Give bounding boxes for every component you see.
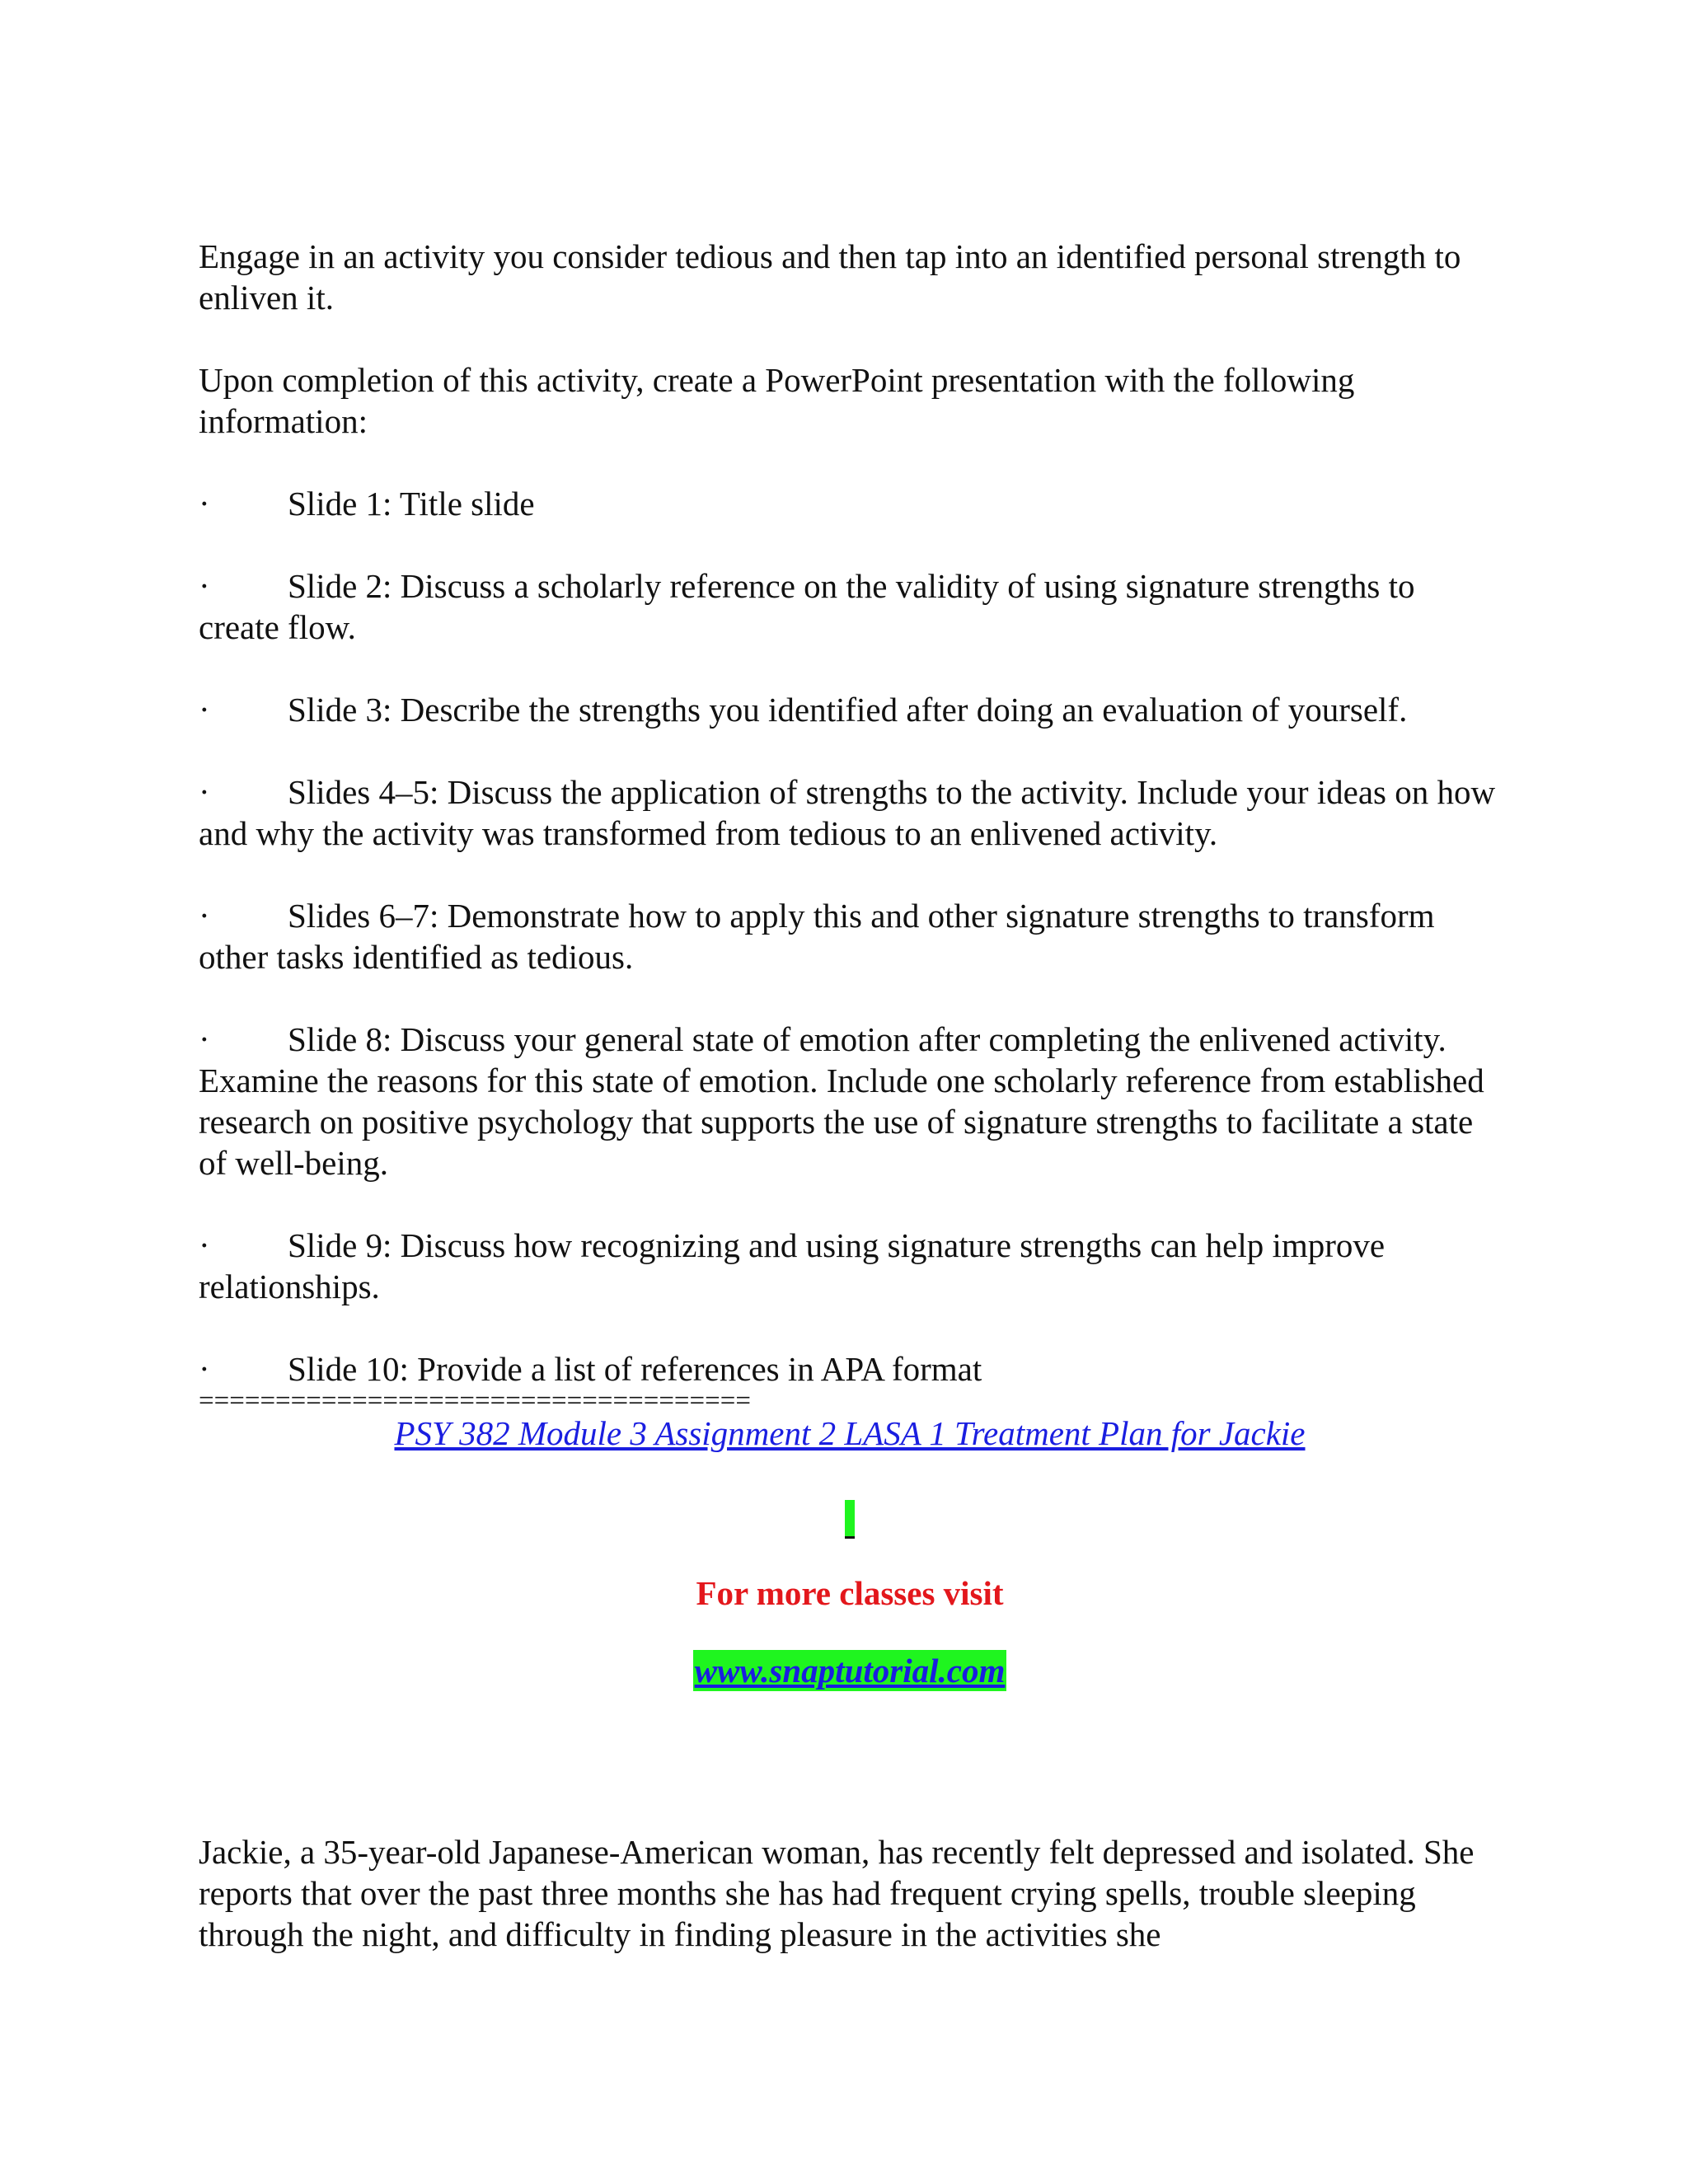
bullet-dot: · (199, 1226, 210, 1264)
bullet-slide-1 (199, 483, 1501, 524)
bullet-slide-2 (199, 565, 1501, 648)
bullet-dot: · (199, 1350, 210, 1388)
highlight-marker-row (199, 1495, 1501, 1536)
highlight-marker (845, 1500, 855, 1539)
promo-text: For more classes visit (696, 1574, 1004, 1612)
bullet-dot: · (199, 1020, 210, 1058)
bullet-slides-4-5 (199, 771, 1501, 854)
bullet-dot: · (199, 773, 210, 811)
bullet-slide-10 (199, 1348, 1501, 1390)
bullet-dot: · (199, 897, 210, 935)
bullet-dot: · (199, 691, 210, 729)
separator-line: ==================================== (199, 1390, 751, 1413)
site-link-row (199, 1650, 1501, 1691)
bullet-text: Slides 4–5: Discuss the application of strengths to the activity. Include your ideas on how and why the activity was transformed from tedious to an enlivened activity. (199, 773, 1496, 852)
bullet-slide-9 (199, 1225, 1501, 1307)
bullet-text: Slide 3: Describe the strengths you identified after doing an evaluation of yourself. (288, 691, 1408, 729)
bullet-slides-6-7 (199, 895, 1501, 977)
bullet-slide-8 (199, 1019, 1501, 1183)
bullet-text: Slide 8: Discuss your general state of emotion after completing the enlivened activity. Examine the reasons for this state of emotion. Include one scholarly reference from established research on positive psychology that supports the use of signature strengths to facilitate a state of well-being. (199, 1020, 1484, 1182)
bullet-text: Slide 10: Provide a list of references in APA format (288, 1350, 982, 1388)
case-paragraph: Jackie, a 35-year-old Japanese-American woman, has recently felt depressed and isolated. She reports that over the past three months she has had frequent crying spells, trouble sleeping through the night, and difficulty in finding pleasure in the activities she (199, 1833, 1475, 1953)
bullet-slide-3 (199, 689, 1501, 730)
bullet-text: Slide 2: Discuss a scholarly reference on the validity of using signature strengths to create flow. (199, 567, 1415, 646)
bullet-text: Slides 6–7: Demonstrate how to apply this and other signature strengths to transform other tasks identified as tedious. (199, 897, 1435, 976)
intro-paragraph-2: Upon completion of this activity, create a PowerPoint presentation with the following information: (199, 361, 1355, 440)
bullet-text: Slide 9: Discuss how recognizing and using signature strengths can help improve relationships. (199, 1226, 1386, 1305)
bullet-dot: · (199, 485, 210, 523)
course-link[interactable]: PSY 382 Module 3 Assignment 2 LASA 1 Treatment Plan for Jackie (394, 1414, 1306, 1452)
document-body (199, 236, 1501, 1996)
intro-paragraph-1: Engage in an activity you consider tedious and then tap into an identified personal strength to enliven it. (199, 237, 1461, 316)
bullet-dot: · (199, 567, 210, 605)
site-link[interactable]: www.snaptutorial.com (694, 1652, 1006, 1690)
bullet-text: Slide 1: Title slide (288, 485, 535, 523)
